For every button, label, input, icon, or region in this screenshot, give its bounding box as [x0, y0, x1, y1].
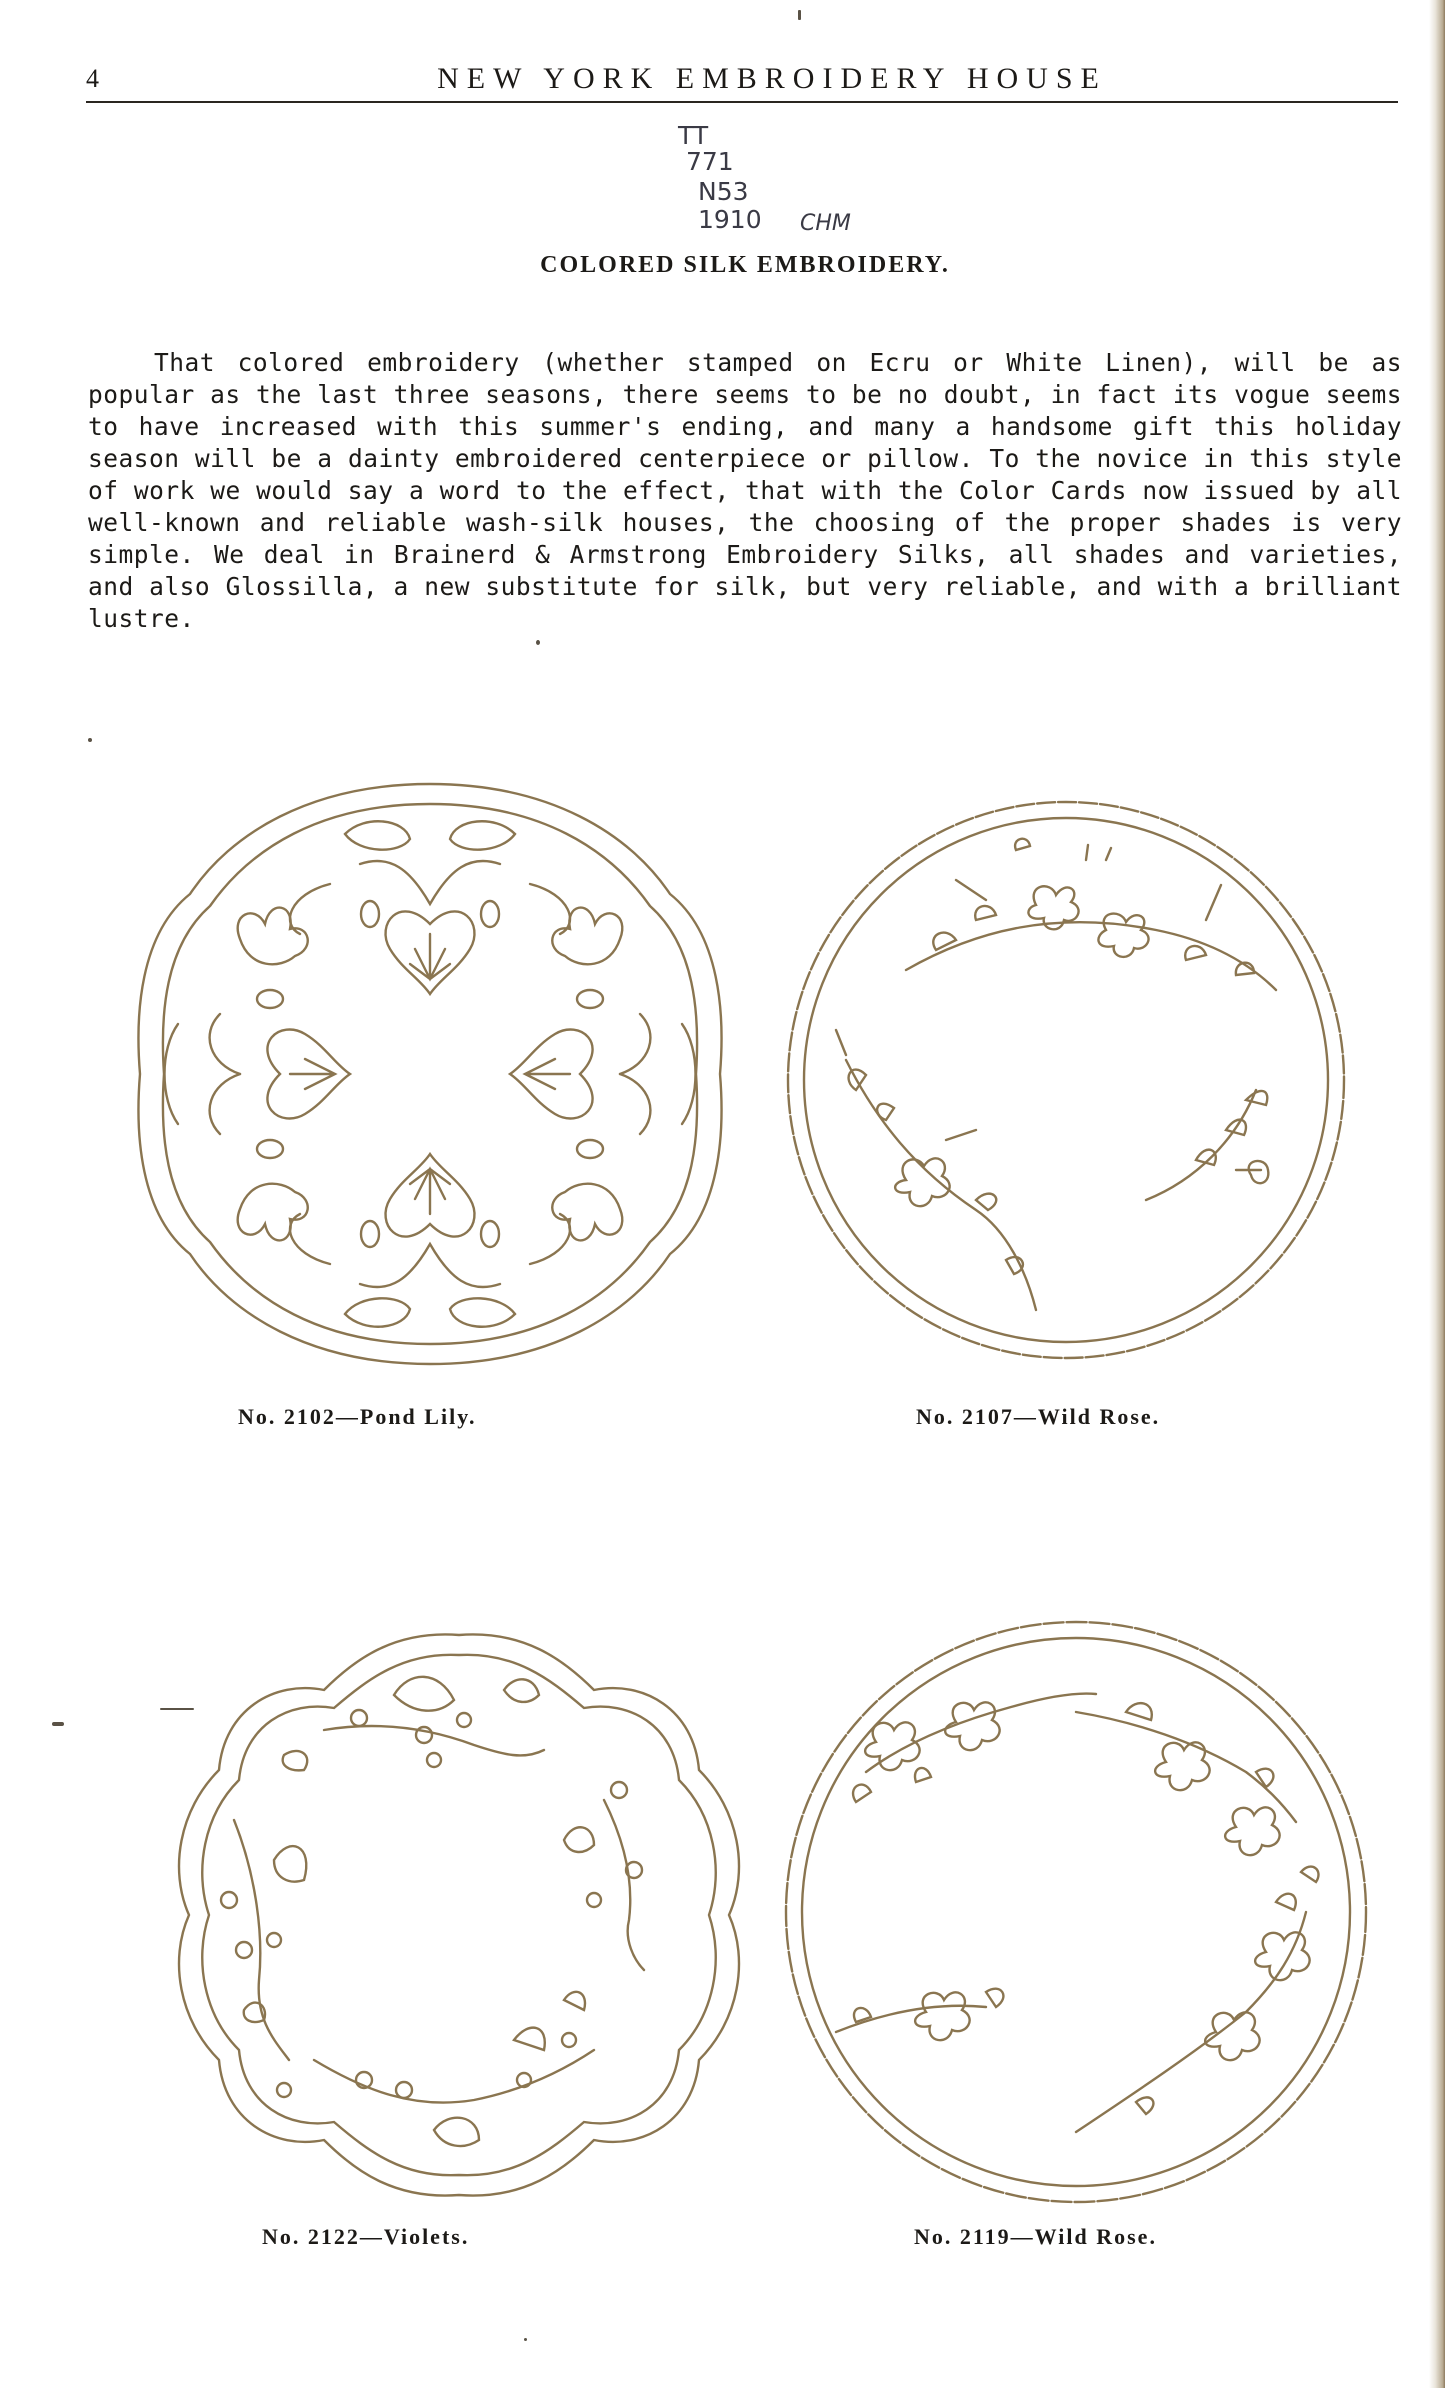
figure-caption: No. 2107—Wild Rose.	[916, 1404, 1161, 1429]
violet-leaf-top-right	[504, 1679, 539, 1702]
pond-lily-drawing	[130, 774, 730, 1374]
handwritten-line: 771	[686, 147, 734, 176]
pond-lily-outer-border	[138, 784, 721, 1364]
lily-flower-lower-left	[238, 1184, 308, 1241]
violet-leaf-left	[274, 1846, 306, 1881]
wild-rose-2107-pattern	[776, 790, 1356, 1370]
page-binding-edge	[1429, 0, 1445, 2388]
rose-bud-right	[1249, 1161, 1269, 1183]
wild-rose-2107-drawing	[776, 790, 1356, 1370]
wild-rose-2119-drawing	[776, 1612, 1376, 2212]
header-rule	[86, 101, 1398, 103]
scan-speck	[160, 1708, 194, 1710]
rose-flower-top-right	[1098, 914, 1148, 957]
pond-lily-pattern	[130, 774, 730, 1374]
handwritten-call-number	[648, 122, 888, 252]
page-number: 4	[86, 64, 99, 93]
violet-leaf-bottom	[434, 2118, 479, 2146]
scan-speck	[524, 2338, 527, 2341]
violets-pattern	[164, 1620, 754, 2210]
rose-flower-lower-right-2	[1255, 1932, 1309, 1980]
wild-rose-2119-pattern	[776, 1612, 1376, 2212]
violets-drawing	[164, 1620, 754, 2210]
rose-flower-lower-left	[915, 1992, 969, 2040]
rose-flower-left	[895, 1158, 949, 1206]
scalloped-edge	[788, 802, 1344, 1358]
violet-leaf-right	[564, 1827, 594, 1852]
scan-speck	[88, 738, 92, 742]
handwritten-line: CHM	[800, 211, 851, 236]
body-paragraph: That colored embroidery (whether stamped on Ecru or White Linen), will be as popular as the last three seasons, there seems to be no doubt, in fact its vogue seems to have increased with this summer's ending, and many a handsome gift this holiday season will be a dainty embroidered centerpiece or pillow. To the novice in this style of work we would say a word to the effect, that with the Color Cards now issued by all well-known and reliable wash-silk houses, the choosing of the proper shades is very simple. We deal in Brainerd & Armstrong Embroidery Silks, all shades and varieties, and also Glossilla, a new substitute for silk, but very reliable, and with a brilliant lustre.	[88, 347, 1402, 633]
handwritten-line: 1910	[698, 205, 762, 234]
running-title: NEW YORK EMBROIDERY HOUSE	[437, 62, 1107, 95]
scalloped-outer-border	[179, 1634, 739, 2195]
pond-lily-inner-border	[163, 804, 697, 1344]
rose-flower-right	[1225, 1807, 1279, 1855]
handwritten-line: TT	[678, 121, 709, 150]
scalloped-edge	[786, 1622, 1366, 2202]
lily-flower-upper-left	[238, 908, 308, 965]
figure-caption: No. 2122—Violets.	[262, 2224, 470, 2249]
violet-leaf-top	[394, 1677, 454, 1711]
figure-caption: No. 2119—Wild Rose.	[914, 2224, 1157, 2249]
scan-speck	[52, 1722, 64, 1726]
figure-caption: No. 2102—Pond Lily.	[238, 1404, 477, 1429]
section-title: COLORED SILK EMBROIDERY.	[540, 252, 950, 278]
lily-flower-upper-right	[552, 908, 622, 965]
handwritten-line: N53	[698, 177, 749, 206]
rose-flower-upper-left	[865, 1722, 919, 1770]
lily-flower-lower-right	[552, 1184, 622, 1241]
scan-speck	[798, 10, 801, 20]
page-header	[86, 58, 1398, 102]
scan-speck	[536, 640, 540, 645]
